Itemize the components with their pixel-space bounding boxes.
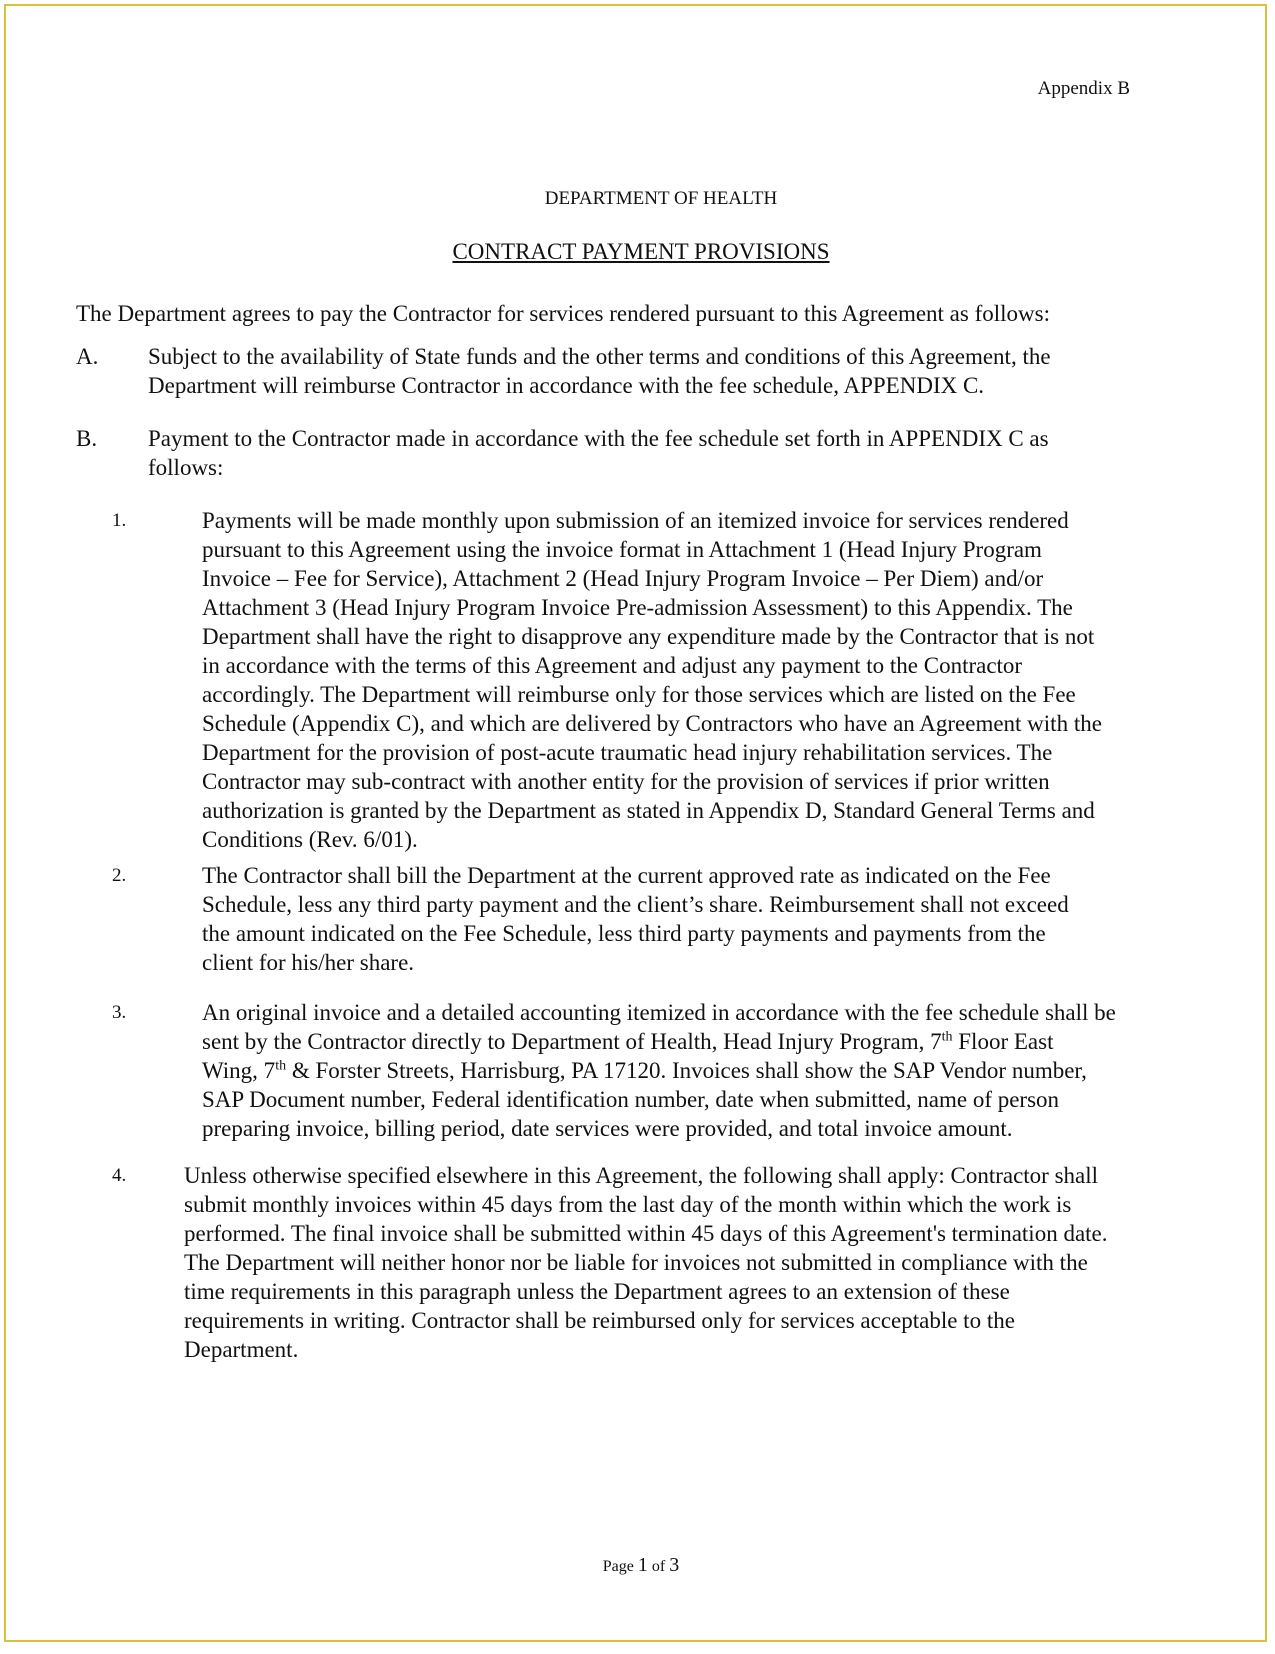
item-3-line [202,1056,1262,1085]
item-3-text: & Forster Streets, Harrisburg, PA 17120. Invoices shall show the SAP Vendor number, [286,1058,1087,1083]
item-2-label: 2. [112,865,127,886]
item-3-paragraph [202,998,1262,1143]
item-4-line: performed. The final invoice shall be submitted within 45 days of this Agreement's termination date. [184,1221,1108,1246]
section-a-line: Department will reimburse Contractor in accordance with the fee schedule, APPENDIX C. [148,373,985,398]
item-2-line: Schedule, less any third party payment and the client’s share. Reimbursement shall not exceed [202,892,1069,917]
item-4-label: 4. [112,1165,127,1186]
item-1-line: Schedule (Appendix C), and which are delivered by Contractors who have an Agreement with the [202,711,1102,736]
item-1-line: Conditions (Rev. 6/01). [202,827,418,852]
page-number-footer [6,1554,1275,1577]
item-4-line: The Department will neither honor nor be liable for invoices not submitted in compliance with the [184,1250,1088,1275]
item-3-label: 3. [112,1002,127,1023]
ordinal-suffix: th [275,1058,287,1074]
section-b-label: B. [76,426,98,451]
item-1-paragraph [202,506,1252,854]
item-3-line: preparing invoice, billing period, date services were provided, and total invoice amount. [202,1116,1013,1141]
item-1-line: in accordance with the terms of this Agreement and adjust any payment to the Contractor [202,653,1023,678]
page-title: CONTRACT PAYMENT PROVISIONS [452,239,830,264]
item-3-text: Wing, 7 [202,1058,276,1083]
item-1-line: authorization is granted by the Department as stated in Appendix D, Standard General Terms and [202,798,1095,823]
item-3-text: Floor East [952,1029,1054,1054]
item-3-line: An original invoice and a detailed accounting itemized in accordance with the fee schedule shall be [202,1000,1116,1025]
item-4-line: requirements in writing. Contractor shall be reimbursed only for services acceptable to the [184,1308,1015,1333]
section-b-line: Payment to the Contractor made in accordance with the fee schedule set forth in APPENDIX C as [148,426,1049,451]
item-2-line: the amount indicated on the Fee Schedule, less third party payments and payments from the [202,921,1046,946]
item-1-line: Invoice – Fee for Service), Attachment 2 (Head Injury Program Invoice – Per Diem) and/or [202,566,1044,591]
item-1-line: Payments will be made monthly upon submission of an itemized invoice for services rendered [202,508,1069,533]
item-3-text: sent by the Contractor directly to Department of Health, Head Injury Program, 7 [202,1029,942,1054]
item-4-line: submit monthly invoices within 45 days from the last day of the month within which the work is [184,1192,1072,1217]
item-4-line: Unless otherwise specified elsewhere in this Agreement, the following shall apply: Contractor shall [184,1163,1099,1188]
item-2-paragraph [202,861,1252,977]
item-2-line: The Contractor shall bill the Department at the current approved rate as indicated on the Fee [202,863,1051,888]
section-a-paragraph [148,342,1238,400]
section-a-label: A. [76,344,99,369]
section-b-line: follows: [148,455,224,480]
section-a-line: Subject to the availability of State funds and the other terms and conditions of this Agreement, the [148,344,1051,369]
item-1-line: accordingly. The Department will reimburse only for those services which are listed on the Fee [202,682,1076,707]
footer-page-total: 3 [669,1554,680,1576]
footer-page-number: 1 [637,1554,648,1576]
item-1-line: pursuant to this Agreement using the invoice format in Attachment 1 (Head Injury Program [202,537,1042,562]
document-page [4,4,1267,1642]
item-1-line: Department shall have the right to disapprove any expenditure made by the Contractor that is not [202,624,1095,649]
footer-of-word: of [651,1558,666,1575]
item-1-line: Department for the provision of post-acute traumatic head injury rehabilitation services. The [202,740,1053,765]
item-1-line: Attachment 3 (Head Injury Program Invoice Pre-admission Assessment) to this Appendix. The [202,595,1073,620]
footer-page-word: Page [602,1558,634,1575]
section-b-paragraph [148,424,1238,482]
item-3-line [202,1027,1262,1056]
department-heading: DEPARTMENT OF HEALTH [544,188,778,209]
item-4-paragraph [184,1161,1264,1364]
item-4-line: Department. [184,1337,299,1362]
ordinal-suffix: th [941,1029,953,1045]
intro-paragraph: The Department agrees to pay the Contractor for services rendered pursuant to this Agreement as follows: [76,301,1050,326]
item-1-line: Contractor may sub-contract with another entity for the provision of services if prior written [202,769,1050,794]
item-3-line: SAP Document number, Federal identification number, date when submitted, name of person [202,1087,1060,1112]
item-4-line: time requirements in this paragraph unless the Department agrees to an extension of these [184,1279,1010,1304]
appendix-label: Appendix B [1037,78,1130,99]
item-2-line: client for his/her share. [202,950,415,975]
item-1-label: 1. [112,510,127,531]
